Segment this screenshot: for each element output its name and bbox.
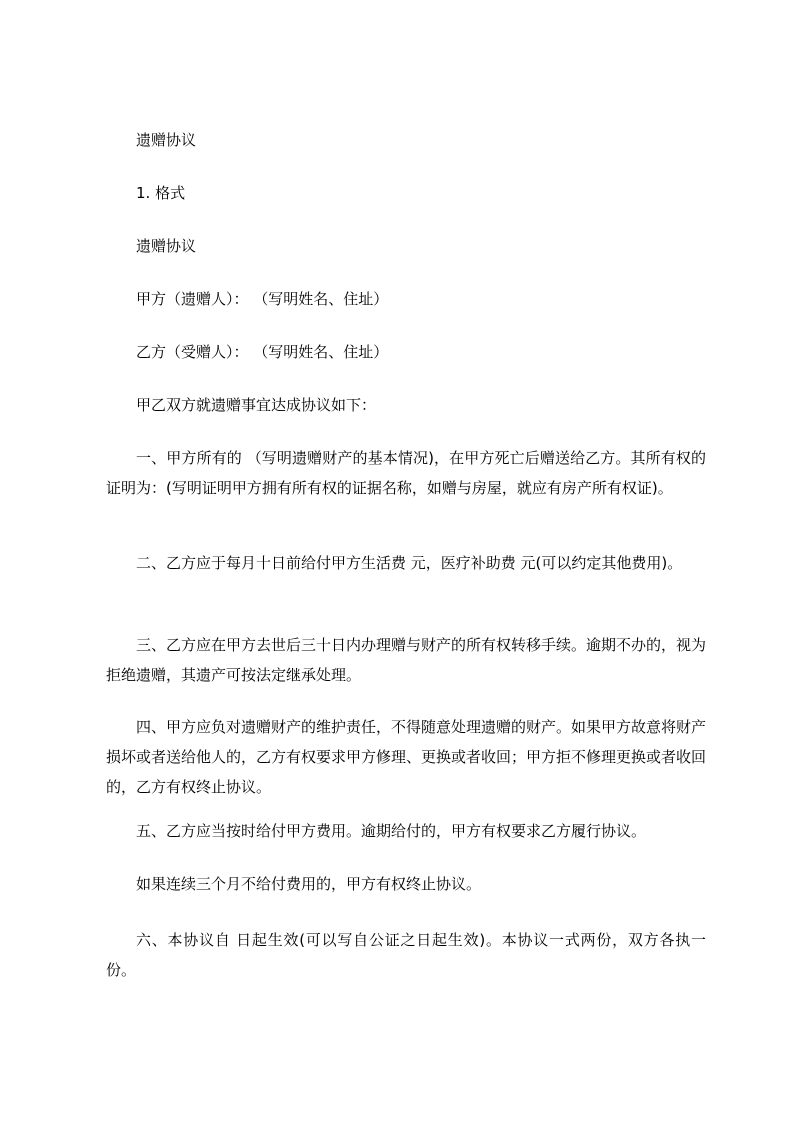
clause-2: 二、乙方应于每月十日前给付甲方生活费 元，医疗补助费 元(可以约定其他费用)。 xyxy=(136,554,683,572)
agreement-intro: 甲乙双方就遗赠事宜达成协议如下： xyxy=(136,396,377,414)
party-b-line: 乙方（受赠人）： （写明姓名、住址） xyxy=(136,343,389,361)
clause-6: 六、本协议自 日起生效(可以写自公证之日起生效)。本协议一式两份，双方各执一份。 xyxy=(106,931,706,979)
document-title: 遗赠协议 xyxy=(136,131,197,149)
clause-3: 三、乙方应在甲方去世后三十日内办理赠与财产的所有权转移手续。逾期不办的，视为拒绝遗赠，其遗产可按法定继承处理。 xyxy=(106,636,707,684)
agreement-subtitle: 遗赠协议 xyxy=(136,237,197,255)
party-a-line: 甲方（遗赠人）： （写明姓名、住址） xyxy=(136,290,389,308)
clause-1: 一、甲方所有的 （写明遗赠财产的基本情况)，在甲方死亡后赠送给乙方。其所有权的证明为：(写明证明甲方拥有所有权的证据名称，如赠与房屋，就应有房产所有权证)。 xyxy=(106,449,706,497)
section-heading-format: 1. 格式 xyxy=(136,184,186,202)
clause-5-note: 如果连续三个月不给付费用的，甲方有权终止协议。 xyxy=(136,875,482,893)
clause-5: 五、乙方应当按时给付甲方费用。逾期给付的，甲方有权要求乙方履行协议。 xyxy=(136,822,647,840)
clause-4: 四、甲方应负对遗赠财产的维护责任，不得随意处理遗赠的财产。如果甲方故意将财产损坏或者送给他人的，乙方有权要求甲方修理、更换或者收回；甲方拒不修理更换或者收回的，乙方有权终止协议。 xyxy=(106,718,707,796)
